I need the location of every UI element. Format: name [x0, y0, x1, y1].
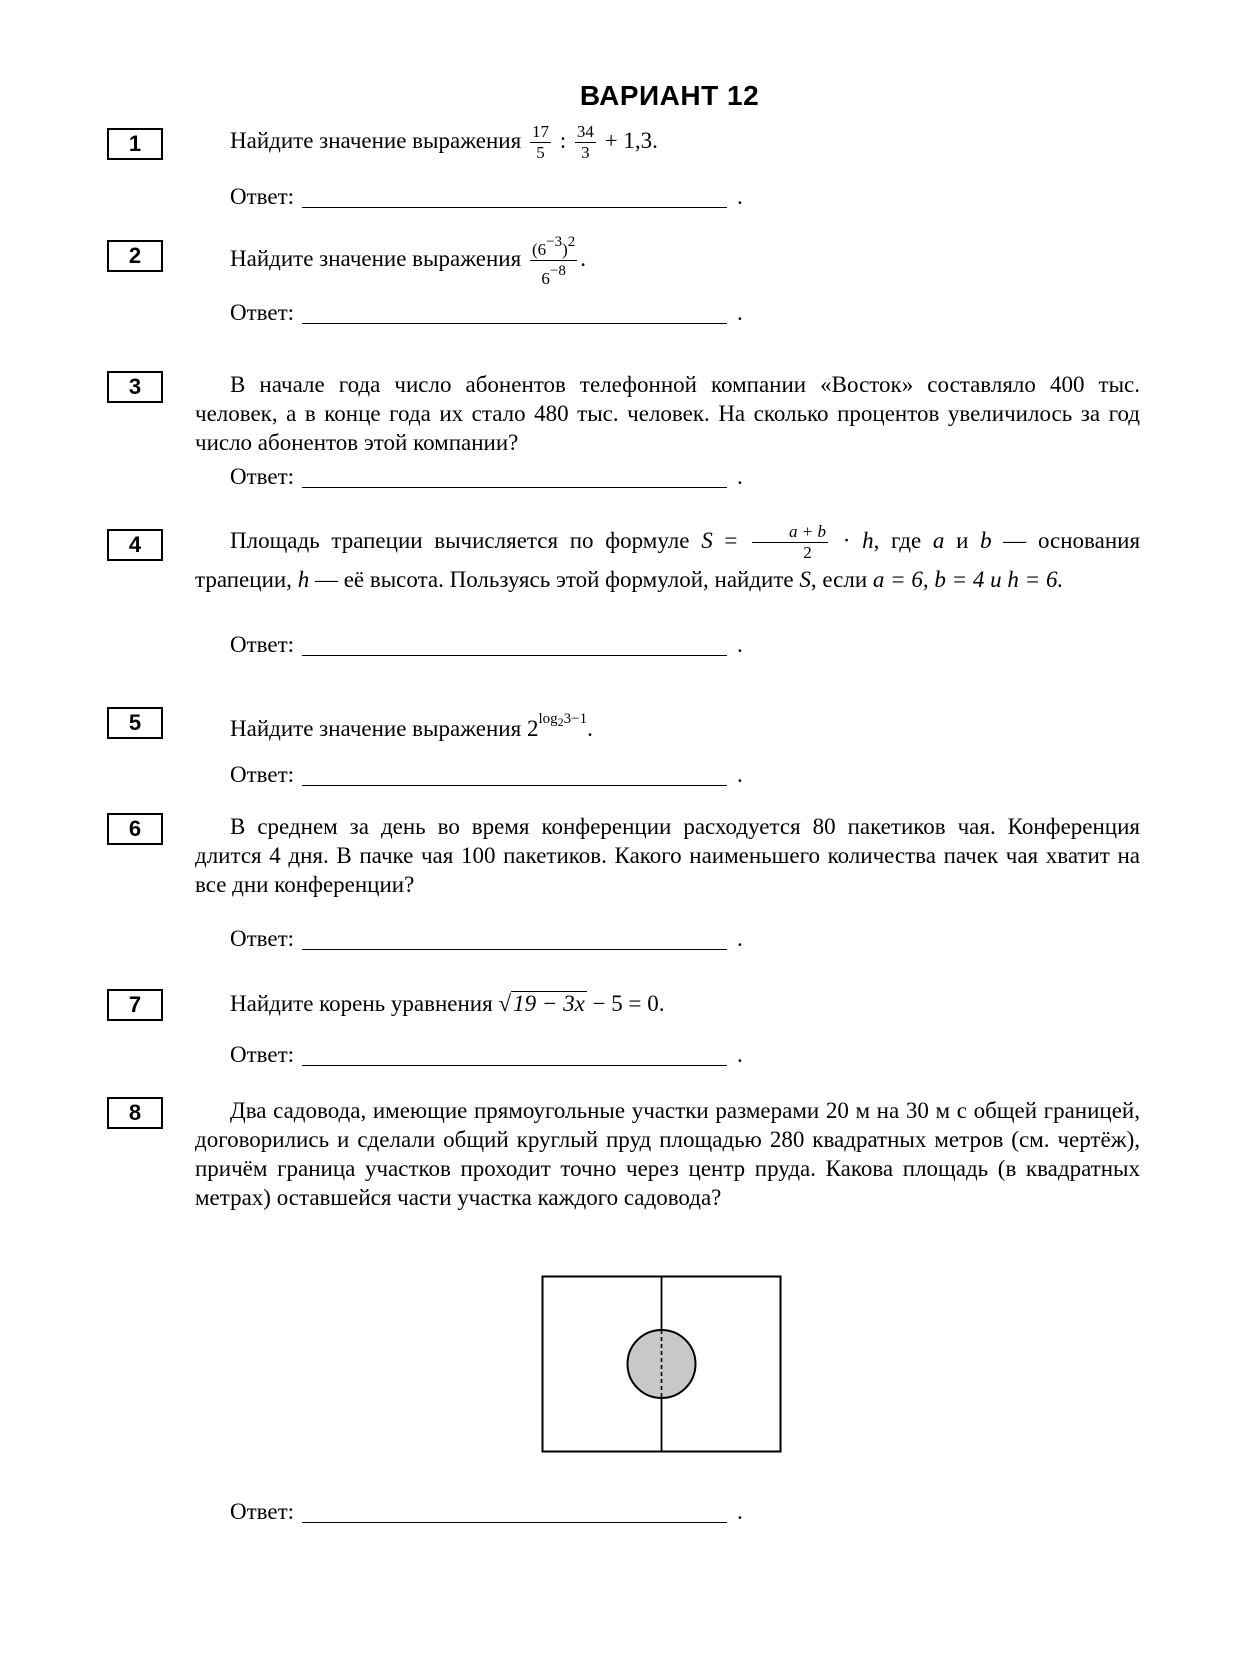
answer-field[interactable] — [302, 635, 727, 656]
answer-label: Ответ: — [230, 184, 295, 209]
var-h: h — [297, 567, 310, 592]
numerator: a + b — [752, 522, 828, 543]
fraction — [530, 122, 551, 163]
sqrt: √19 − 3x — [498, 991, 585, 1016]
fraction — [530, 232, 577, 289]
power-base: 2 — [526, 716, 539, 741]
task-text: В среднем за день во время конференции расходуется 80 пакетиков чая. Конференция длится 4 дня. В пачке чая 100 пакетиков. Какого наименьшего количества пачек чая хватит на все дни конференции? — [195, 814, 1140, 897]
page-title: ВАРИАНТ 12 — [579, 80, 760, 111]
task-text: В начале года число абонентов телефонной компании «Восток» составляло 400 тыс. человек, а в конце года их стало 480 тыс. человек. На сколько процентов увеличилось за год число абонентов этой компании? — [195, 372, 1140, 455]
answer-label: Ответ: — [230, 1499, 295, 1524]
task-text — [230, 232, 1140, 289]
denominator: 2 — [803, 543, 812, 562]
answer-end: . — [737, 926, 743, 951]
conj: и — [956, 527, 969, 553]
operator: : — [559, 127, 567, 153]
fraction — [752, 522, 828, 563]
text-c: — основания трапеции, — [195, 527, 1141, 592]
answer-row — [230, 462, 743, 491]
task-prompt: Площадь трапеции вычисляется по формуле — [230, 527, 690, 553]
task-prompt: Найдите значение выражения — [230, 245, 522, 271]
answer-field[interactable] — [302, 467, 727, 488]
answer-row — [230, 182, 743, 211]
task-text — [230, 705, 1140, 743]
exp-log: log — [538, 711, 558, 727]
multiply: · — [842, 527, 851, 553]
radicand: 19 − 3x — [513, 991, 585, 1016]
answer-end: . — [737, 1499, 743, 1524]
power-exponent — [538, 711, 587, 727]
answer-field[interactable] — [302, 1045, 727, 1066]
task-number-box: 5 — [107, 707, 163, 739]
task-number-box: 8 — [107, 1097, 163, 1129]
answer-end: . — [737, 184, 743, 209]
numerator: 17 — [531, 122, 549, 141]
answer-row — [230, 630, 743, 659]
answer-field[interactable] — [302, 1502, 727, 1523]
task-prompt: Найдите корень уравнения — [230, 991, 493, 1016]
task-number-box: 1 — [107, 128, 163, 160]
answer-label: Ответ: — [230, 762, 295, 787]
task-prompt: Найдите значение выражения — [230, 716, 522, 741]
num-close: ) — [562, 240, 568, 259]
exp-tail: 3−1 — [563, 711, 588, 727]
task-text — [230, 122, 1140, 163]
den-base: 6 — [541, 269, 550, 288]
answer-field[interactable] — [302, 303, 727, 324]
answer-end: . — [737, 464, 743, 489]
denominator — [530, 261, 577, 289]
answer-field[interactable] — [302, 929, 727, 950]
answer-label: Ответ: — [230, 926, 295, 951]
num-exp: −3 — [546, 234, 563, 250]
task-number-box: 2 — [107, 240, 163, 272]
answer-row — [230, 1040, 743, 1069]
answer-label: Ответ: — [230, 464, 295, 489]
den-exp: −8 — [549, 263, 566, 279]
task-text — [230, 989, 1140, 1018]
expression-tail: + 1,3. — [604, 127, 658, 153]
var-a: a — [932, 527, 945, 553]
answer-row — [230, 298, 743, 327]
text-b: , где — [873, 527, 922, 553]
answer-end: . — [737, 300, 743, 325]
task-text: Два садовода, имеющие прямоугольные участки размерами 20 м на 30 м с общей границей, договорились и сделали общий круглый пруд площадью 280 квадратных метров (см. чертёж), причём граница участков проходит точно через центр пруда. Какова площадь (в квадратных метрах) оставшейся части участка каждого садовода? — [195, 1098, 1140, 1210]
answer-end: . — [737, 632, 743, 657]
answer-label: Ответ: — [230, 300, 295, 325]
expression-tail: . — [580, 245, 587, 271]
text-e: , если — [810, 567, 868, 592]
numerator — [530, 232, 577, 261]
exp-sub: 2 — [557, 715, 564, 729]
var-h: h — [862, 527, 874, 553]
numerator: 34 — [576, 122, 594, 141]
var-s: S — [701, 527, 713, 553]
text-d: — её высота. Пользуясь этой формулой, найдите — [314, 567, 794, 592]
answer-row — [230, 1497, 743, 1526]
answer-field[interactable] — [302, 187, 727, 208]
expression-tail: − 5 = 0. — [592, 991, 665, 1016]
denominator: 3 — [581, 143, 590, 162]
num-outer-exp: 2 — [567, 234, 576, 250]
answer-row — [230, 760, 743, 789]
denominator: 5 — [536, 143, 545, 162]
task-number-box: 3 — [107, 371, 163, 403]
task-prompt: Найдите значение выражения — [230, 127, 522, 153]
task-number-box: 4 — [107, 529, 163, 561]
fraction — [575, 122, 596, 163]
condition: a = 6, b = 4 и h = 6. — [872, 567, 1064, 592]
task-number-box: 7 — [107, 989, 163, 1021]
answer-field[interactable] — [302, 765, 727, 786]
answer-end: . — [737, 762, 743, 787]
task-number-box: 6 — [107, 813, 163, 845]
plots-diagram — [541, 1275, 786, 1457]
var-s: S — [799, 567, 811, 592]
answer-label: Ответ: — [230, 1042, 295, 1067]
answer-row — [230, 924, 743, 953]
num-base: (6 — [531, 240, 547, 259]
var-b: b — [980, 527, 992, 553]
answer-end: . — [737, 1042, 743, 1067]
expression-tail: . — [587, 716, 593, 741]
answer-label: Ответ: — [230, 632, 295, 657]
task-text — [195, 522, 1140, 597]
equals: = — [724, 527, 738, 553]
